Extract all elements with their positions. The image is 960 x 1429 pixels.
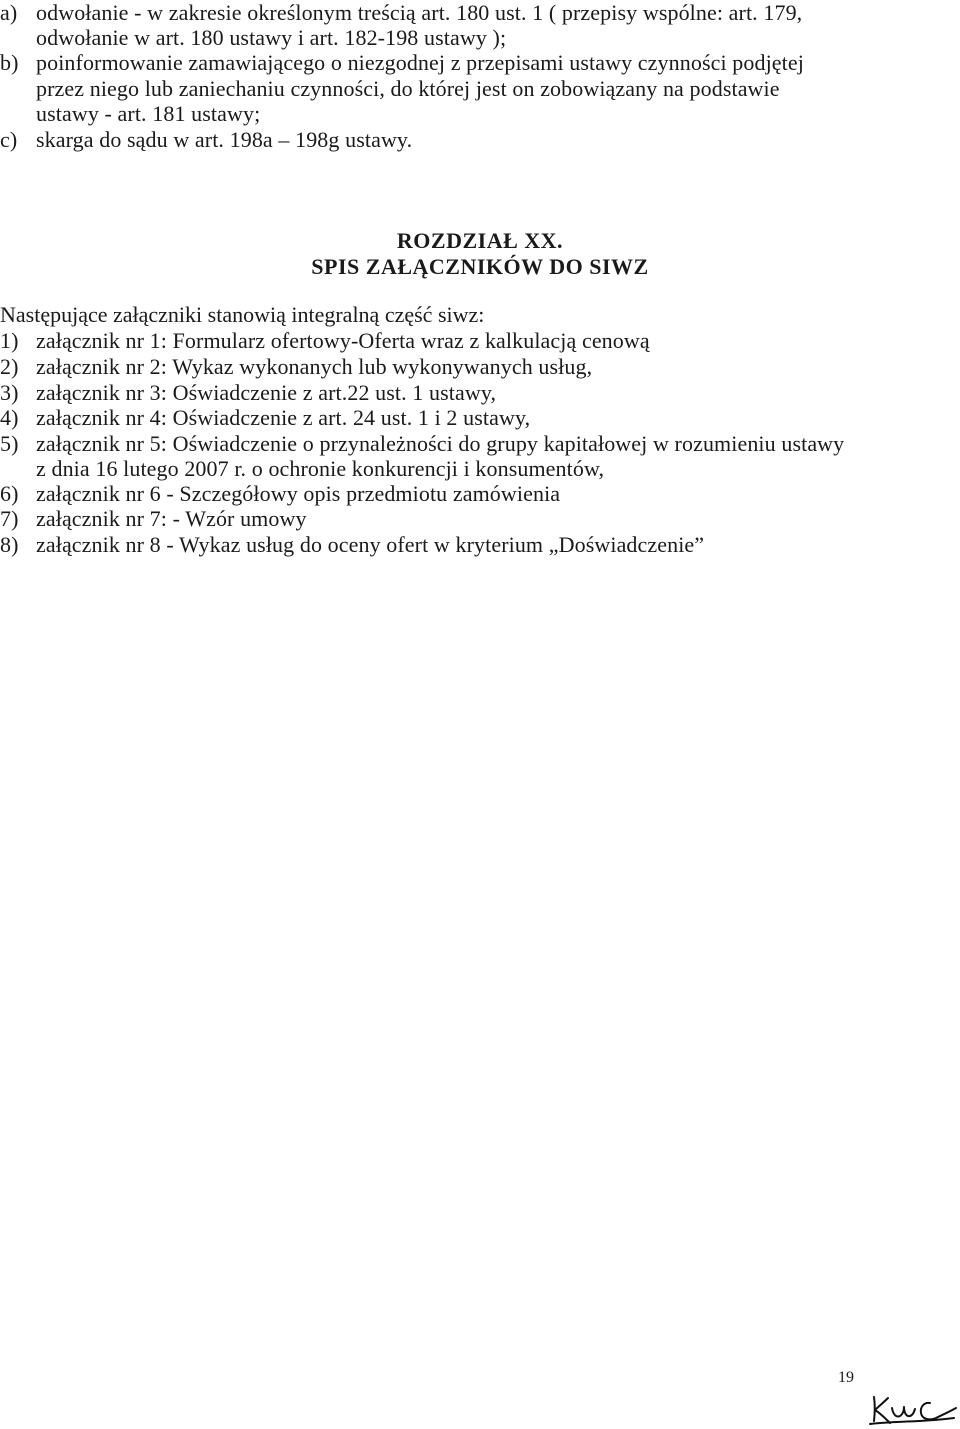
page-number: 19 <box>838 1369 854 1386</box>
list-marker: 7) <box>0 506 19 531</box>
attachment-text: z dnia 16 lutego 2007 r. o ochronie konkurencji i konsumentów, <box>36 456 605 481</box>
chapter-subtitle: SPIS ZAŁĄCZNIKÓW DO SIWZ <box>311 254 649 279</box>
attachment-text: załącznik nr 8 - Wykaz usług do oceny ofert w kryterium „Doświadczenie” <box>36 532 705 557</box>
list-marker: 3) <box>0 380 19 405</box>
list-marker: 1) <box>0 328 19 353</box>
handwritten-signature <box>866 1394 960 1426</box>
attachment-text: załącznik nr 5: Oświadczenie o przynależności do grupy kapitałowej w rozumieniu ustawy <box>36 431 845 456</box>
attachment-text: załącznik nr 7: - Wzór umowy <box>36 506 307 531</box>
list-marker: 5) <box>0 431 19 456</box>
list-item-text: ustawy - art. 181 ustawy; <box>36 101 261 126</box>
list-marker: 6) <box>0 481 19 506</box>
attachment-text: załącznik nr 4: Oświadczenie z art. 24 ust. 1 i 2 ustawy, <box>36 405 531 430</box>
list-item-text: przez niego lub zaniechaniu czynności, do której jest on zobowiązany na podstawie <box>36 76 780 101</box>
list-marker: 4) <box>0 405 19 430</box>
list-marker: c) <box>0 127 18 152</box>
list-marker: 8) <box>0 532 19 557</box>
list-item-text: odwołanie w art. 180 ustawy i art. 182-198 ustawy ); <box>36 25 507 50</box>
attachment-text: załącznik nr 6 - Szczegółowy opis przedmiotu zamówienia <box>36 481 561 506</box>
attachments-intro: Następujące załączniki stanowią integralną część siwz: <box>0 302 485 327</box>
list-item-text: poinformowanie zamawiającego o niezgodnej z przepisami ustawy czynności podjętej <box>36 50 804 75</box>
list-marker: b) <box>0 50 19 75</box>
attachment-text: załącznik nr 3: Oświadczenie z art.22 ust. 1 ustawy, <box>36 380 497 405</box>
list-item-text: odwołanie - w zakresie określonym treścią art. 180 ust. 1 ( przepisy wspólne: art. 179, <box>36 0 803 25</box>
list-item-text: skarga do sądu w art. 198a – 198g ustawy. <box>36 127 413 152</box>
attachment-text: załącznik nr 2: Wykaz wykonanych lub wykonywanych usług, <box>36 354 593 379</box>
list-marker: a) <box>0 0 18 25</box>
attachment-text: załącznik nr 1: Formularz ofertowy-Oferta wraz z kalkulacją cenową <box>36 328 650 353</box>
chapter-title: ROZDZIAŁ XX. <box>396 228 564 253</box>
list-marker: 2) <box>0 354 19 379</box>
